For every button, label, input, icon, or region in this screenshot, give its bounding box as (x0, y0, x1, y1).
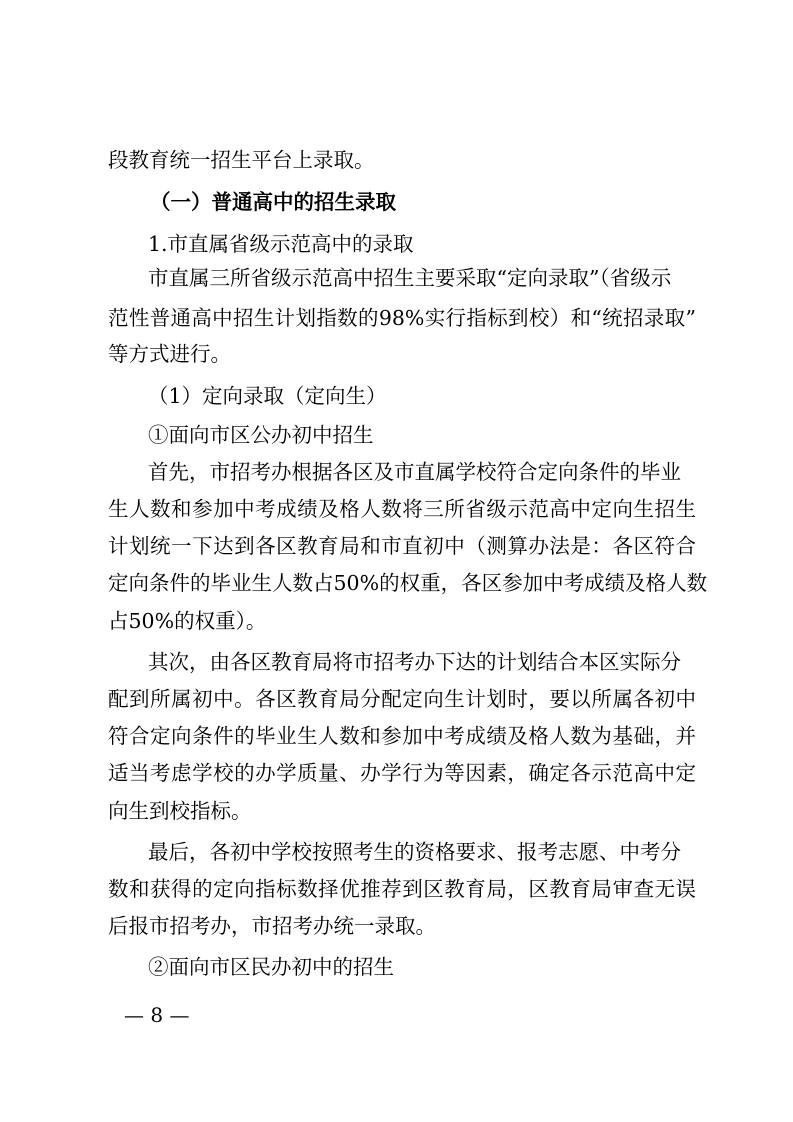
paragraph-line: 定向条件的毕业生人数占50%的权重，各区参加中考成绩及格人数 (108, 571, 708, 595)
subsection-heading: ①面向市区公办初中招生 (148, 423, 374, 447)
paragraph-line: 段教育统一招生平台上录取。 (108, 148, 375, 172)
paragraph-line: 后报市招考办，市招考办统一录取。 (108, 914, 436, 938)
paragraph-line: 生人数和参加中考成绩及格人数将三所省级示范高中定向生招生 (108, 497, 696, 521)
paragraph-line: 首先，市招考办根据各区及市直属学校符合定向条件的毕业 (148, 460, 681, 484)
paragraph-line: 其次，由各区教育局将市招考办下达的计划结合本区实际分 (148, 650, 681, 674)
paragraph-line: 占50%的权重）。 (108, 609, 267, 633)
paragraph-line: 适当考虑学校的办学质量、办学行为等因素，确定各示范高中定 (108, 761, 696, 785)
subsection-heading: ②面向市区民办初中的招生 (148, 955, 394, 979)
paragraph-line: 范性普通高中招生计划指数的98%实行指标到校）和“统招录取” (108, 306, 696, 330)
paragraph-line: 计划统一下达到各区教育局和市直初中（测算办法是：各区符合 (108, 534, 696, 558)
paragraph-line: 等方式进行。 (108, 342, 231, 366)
paragraph-line: 数和获得的定向指标数择优推荐到区教育局，区教育局审查无误 (108, 877, 696, 901)
section-heading: （一）普通高中的招生录取 (150, 190, 396, 214)
subsection-heading: （1）定向录取（定向生） (148, 384, 387, 408)
subsection-heading: 1.市直属省级示范高中的录取 (148, 232, 414, 256)
paragraph-line: 符合定向条件的毕业生人数和参加中考成绩及格人数为基础，并 (108, 724, 696, 748)
page-number: — 8 — (124, 1003, 190, 1027)
paragraph-line: 最后，各初中学校按照考生的资格要求、报考志愿、中考分 (148, 840, 681, 864)
paragraph-line: 配到所属初中。各区教育局分配定向生计划时，要以所属各初中 (108, 687, 696, 711)
paragraph-line: 市直属三所省级示范高中招生主要采取“定向录取”（省级示 (148, 266, 672, 290)
paragraph-line: 向生到校指标。 (108, 799, 252, 823)
